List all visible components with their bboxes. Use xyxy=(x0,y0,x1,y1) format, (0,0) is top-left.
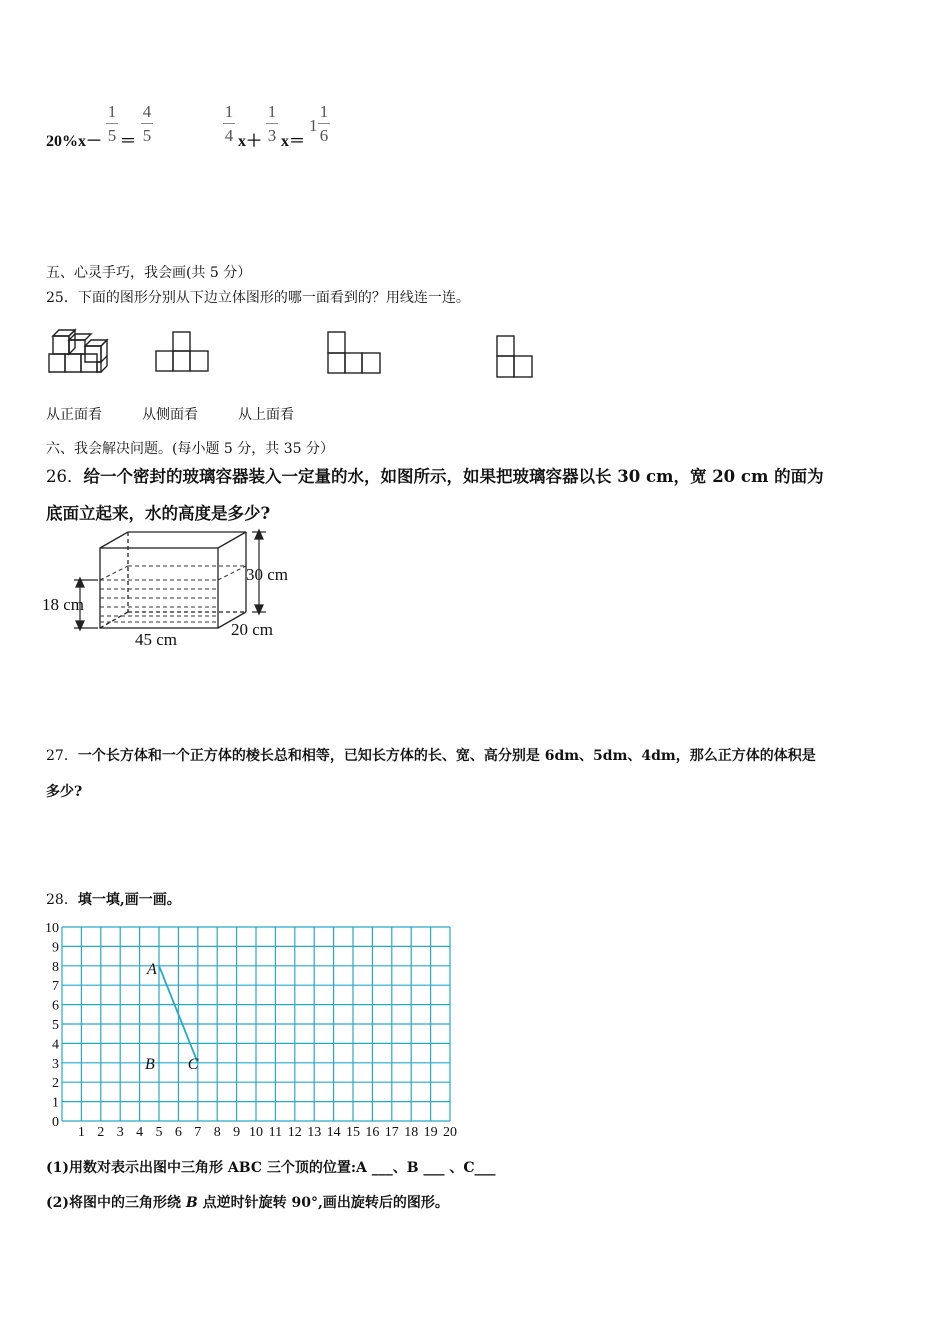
water-level-lines xyxy=(100,566,246,622)
y-tick-label: 2 xyxy=(52,1076,59,1092)
height-label: 30 cm xyxy=(246,565,289,584)
question-text: 一个长方体和一个正方体的棱长总和相等，已知长方体的长、宽、高分别是 6dm、5dm、4dm，那么正方体的体积是 xyxy=(77,748,816,764)
fraction-numerator: 1 xyxy=(319,102,329,121)
sub-2-point: B xyxy=(185,1195,198,1211)
y-tick-label: 3 xyxy=(52,1056,59,1072)
y-tick-label: 6 xyxy=(52,998,59,1014)
question-number: 26． xyxy=(46,467,84,486)
fraction-denominator: 6 xyxy=(319,126,329,145)
equation-2-x-eq: x＝ xyxy=(281,133,306,150)
x-tick-label: 7 xyxy=(194,1125,202,1140)
water-height-label: 18 cm xyxy=(42,595,85,614)
y-tick-label: 1 xyxy=(52,1095,59,1111)
sub-2-text-post: 点逆时针旋转 90°,画出旋转后的图形。 xyxy=(197,1195,449,1211)
question-number: 28． xyxy=(46,892,78,908)
question-25 xyxy=(46,287,470,307)
equation-1-fraction-1 xyxy=(106,103,118,144)
x-tick-label: 4 xyxy=(136,1125,144,1140)
fraction-denominator: 3 xyxy=(267,126,277,145)
x-tick-label: 2 xyxy=(97,1125,105,1140)
question-27-line-1 xyxy=(46,745,816,765)
equation-2-fraction-1 xyxy=(223,103,235,144)
x-tick-label: 8 xyxy=(213,1125,221,1140)
solid-figure xyxy=(49,330,107,372)
coordinate-grid xyxy=(40,918,470,1144)
view-shape-3 xyxy=(497,336,532,377)
x-tick-label: 5 xyxy=(155,1125,163,1140)
sub-2-text-pre: (2)将图中的三角形绕 xyxy=(46,1195,186,1211)
fraction-numerator: 1 xyxy=(107,102,117,121)
point-label-a: A xyxy=(147,960,157,978)
x-tick-label: 9 xyxy=(233,1125,241,1140)
section-6-title: 六、我会解决问题。(每小题 5 分，共 35 分） xyxy=(46,441,334,457)
view-label-side: 从侧面看 xyxy=(142,407,198,423)
fraction-denominator: 4 xyxy=(224,126,234,145)
y-tick-label: 0 xyxy=(52,1115,59,1130)
x-tick-label: 16 xyxy=(365,1125,380,1140)
arrow-down-icon xyxy=(76,621,84,630)
question-26-line-1 xyxy=(46,463,824,487)
x-tick-label: 20 xyxy=(443,1125,457,1140)
question-number: 25． xyxy=(46,290,78,306)
equation-2-fraction-2 xyxy=(266,103,278,144)
x-tick-label: 18 xyxy=(404,1125,419,1140)
x-tick-label: 17 xyxy=(384,1125,399,1140)
y-tick-label: 7 xyxy=(52,979,59,995)
fraction-denominator: 5 xyxy=(142,126,152,145)
x-tick-label: 6 xyxy=(174,1125,182,1140)
question-28-sub-1: (1)用数对表示出图中三角形 ABC 三个顶的位置:A ___、B ___ 、C___ xyxy=(46,1160,496,1176)
fraction-numerator: 1 xyxy=(267,102,277,121)
arrow-up-icon xyxy=(255,530,263,539)
fraction-numerator: 1 xyxy=(224,102,234,121)
question-28 xyxy=(46,889,181,909)
arrow-down-icon xyxy=(255,605,263,614)
y-tick-label: 9 xyxy=(52,940,59,956)
point-label-c: C xyxy=(187,1055,199,1073)
fraction-denominator: 5 xyxy=(107,126,117,145)
x-tick-label: 19 xyxy=(423,1125,438,1140)
x-tick-label: 13 xyxy=(307,1125,322,1140)
arrow-up-icon xyxy=(76,578,84,587)
equation-1-equals: ＝ xyxy=(120,133,137,150)
equation-2-whole: 1 xyxy=(309,116,318,135)
x-tick-label: 15 xyxy=(346,1125,360,1140)
equation-1-prefix: 20%x－ xyxy=(46,133,103,150)
equation-1-fraction-2 xyxy=(141,103,153,144)
x-tick-label: 11 xyxy=(268,1125,283,1140)
view-label-front: 从正面看 xyxy=(46,407,102,423)
width-label: 20 cm xyxy=(231,620,274,639)
question-26-line-2: 底面立起来，水的高度是多少? xyxy=(46,504,271,523)
x-tick-label: 12 xyxy=(287,1125,302,1140)
x-tick-label: 1 xyxy=(77,1125,85,1140)
x-tick-label: 14 xyxy=(326,1125,341,1140)
question-text: 填一填,画一画。 xyxy=(77,892,181,908)
x-tick-label: 10 xyxy=(249,1125,263,1140)
question-27-line-2: 多少? xyxy=(46,784,83,800)
solid-and-views-figure xyxy=(40,318,550,388)
x-tick-label: 3 xyxy=(116,1125,124,1140)
view-label-top: 从上面看 xyxy=(238,407,294,423)
question-text: 下面的图形分别从下边立体图形的哪一面看到的？用线连一连。 xyxy=(77,290,470,306)
question-number: 27． xyxy=(46,748,78,764)
equation-2-x-plus: x＋ xyxy=(238,133,263,150)
y-tick-label: 10 xyxy=(45,921,59,936)
view-shape-2 xyxy=(328,332,380,373)
length-label: 45 cm xyxy=(135,630,178,649)
equation-2-fraction-3 xyxy=(318,103,330,144)
y-tick-label: 8 xyxy=(52,959,59,975)
glass-container-figure xyxy=(40,526,320,654)
section-5-title: 五、心灵手巧，我会画(共 5 分） xyxy=(46,265,252,281)
fraction-numerator: 4 xyxy=(142,102,152,121)
y-tick-label: 5 xyxy=(52,1018,59,1033)
y-tick-label: 4 xyxy=(52,1037,59,1053)
question-text: 给一个密封的玻璃容器装入一定量的水，如图所示，如果把玻璃容器以长 30 cm，宽 20 cm 的面为 xyxy=(83,467,824,486)
point-label-b: B xyxy=(145,1055,155,1073)
question-28-sub-2 xyxy=(46,1192,449,1212)
view-shape-1 xyxy=(156,332,208,371)
